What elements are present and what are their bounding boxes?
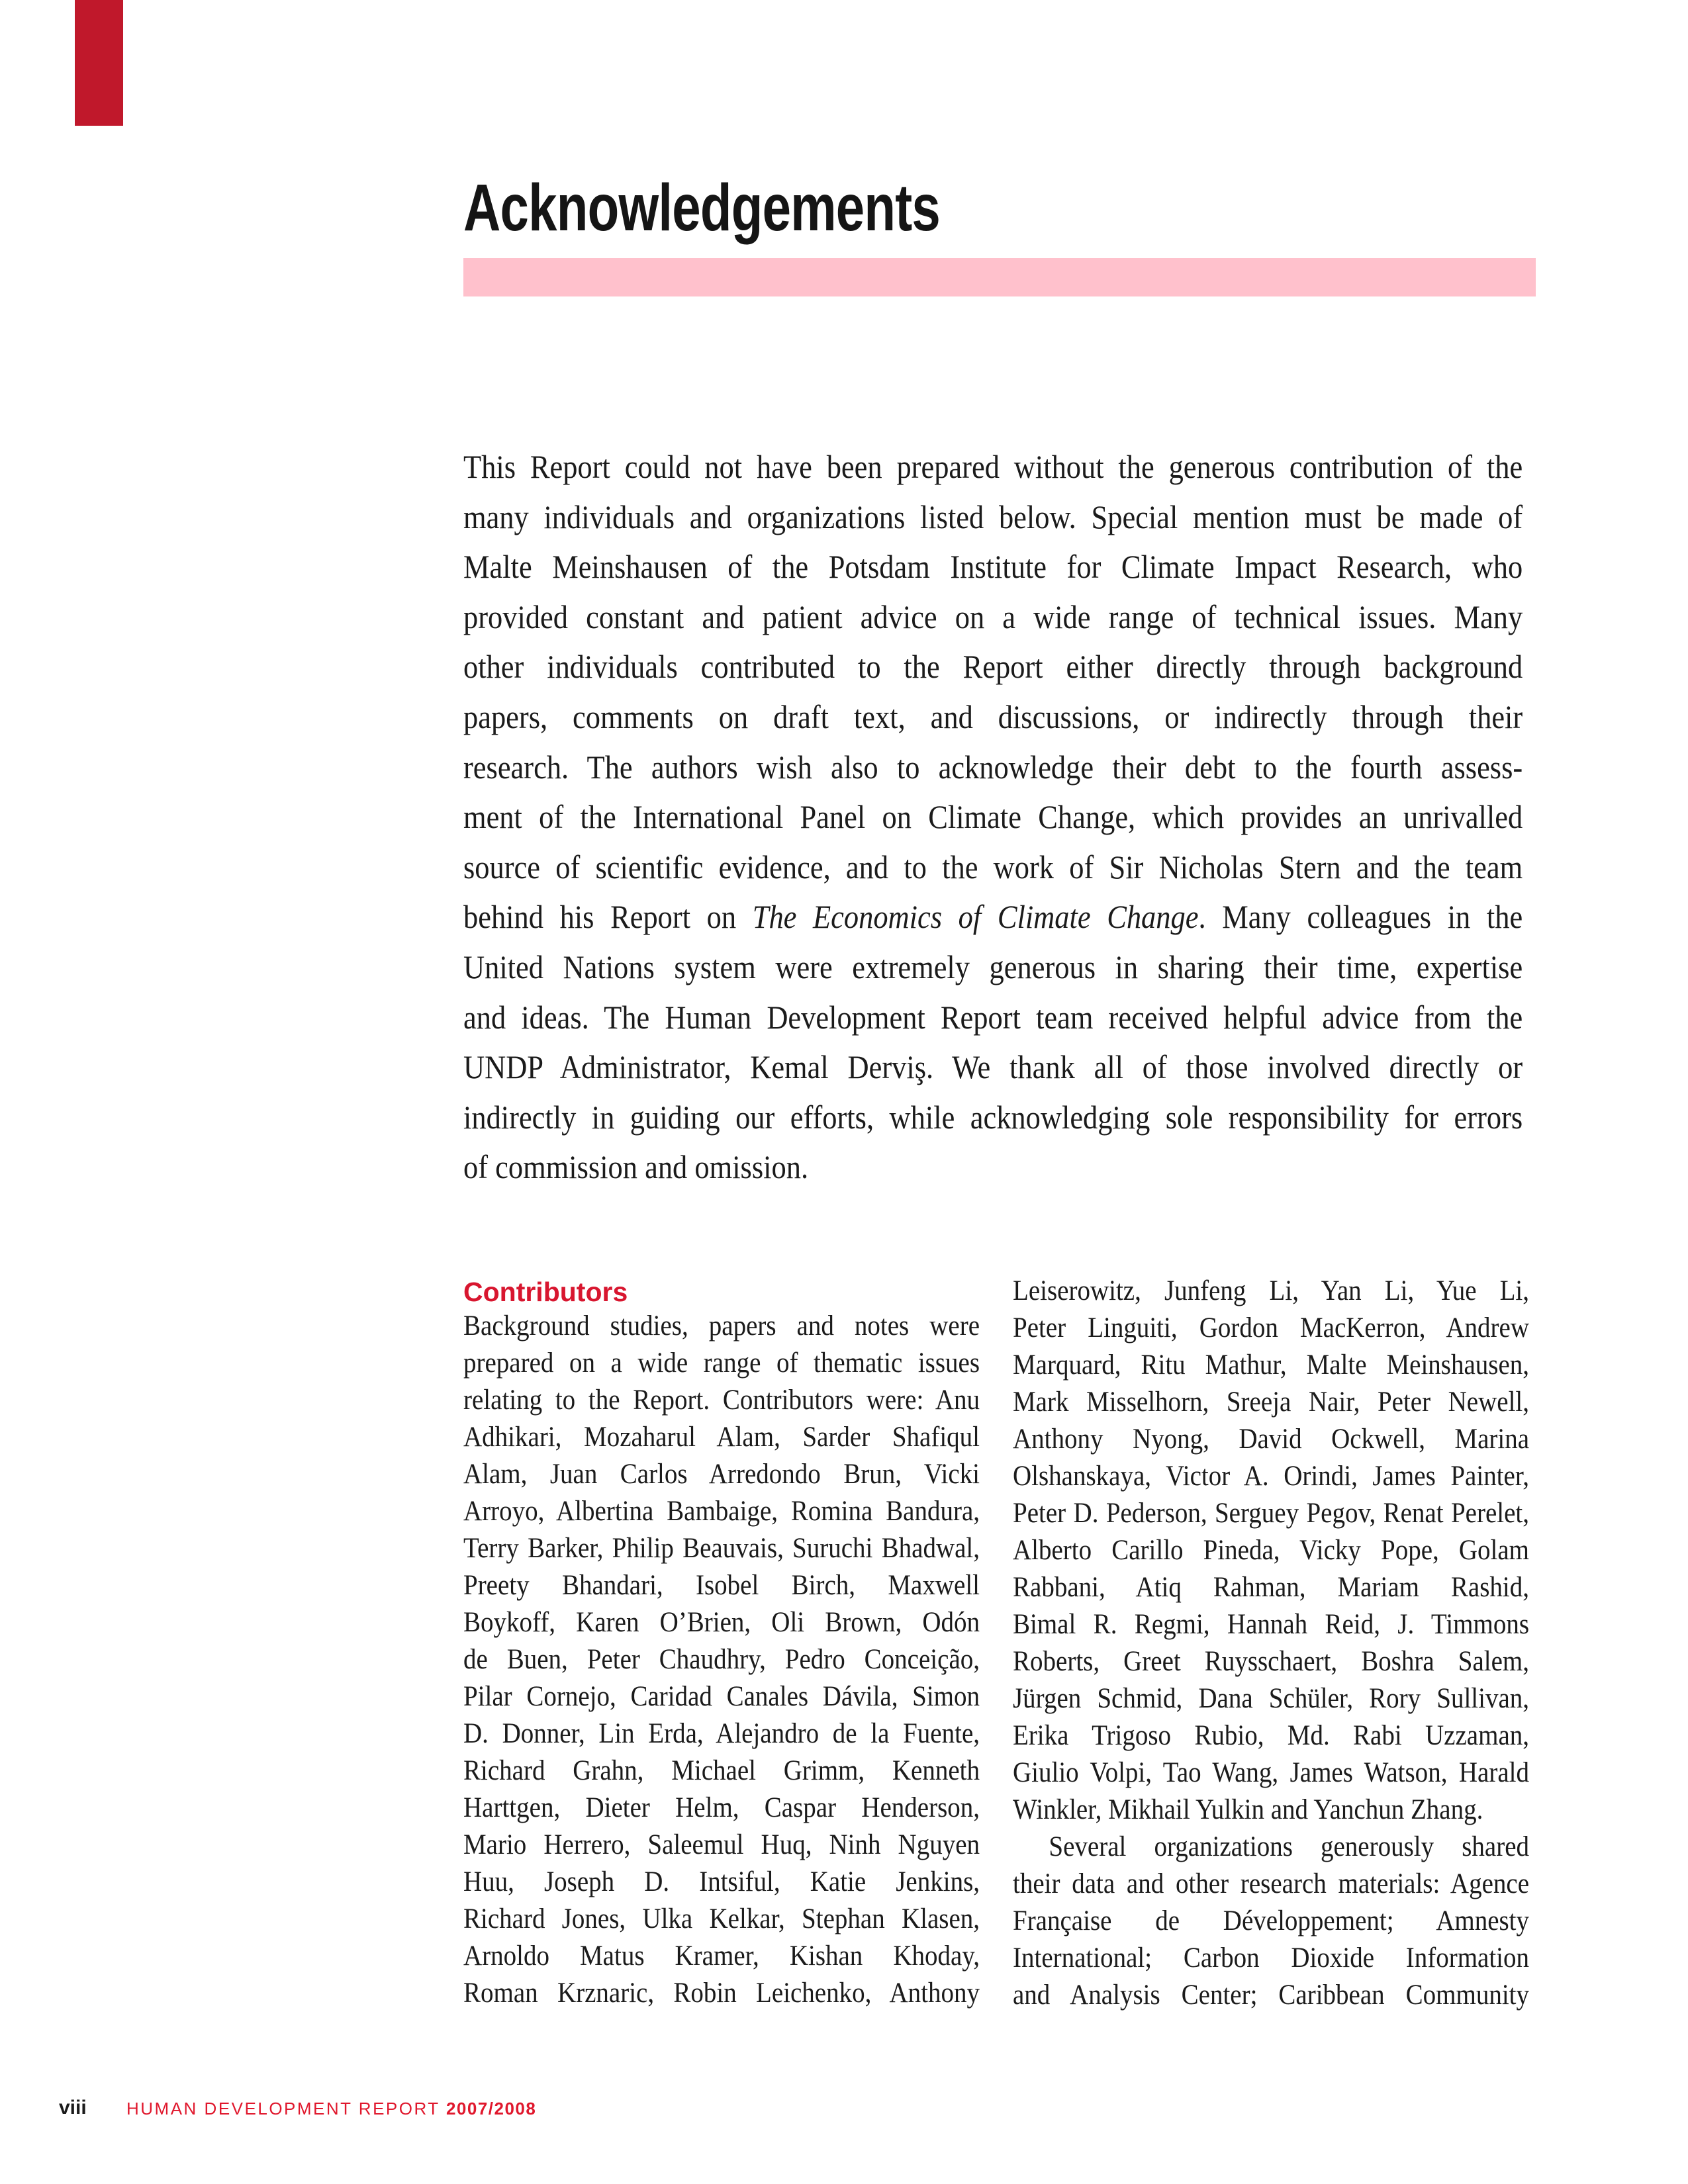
contributors-right-column (1013, 1273, 1529, 2014)
text-line: Alam, Juan Carlos Arredondo Brun, Vicki (463, 1459, 980, 1490)
text-line: Olshanskaya, Victor A. Orindi, James Painter, (1013, 1461, 1530, 1492)
text-line: Richard Grahn, Michael Grimm, Kenneth (463, 1755, 980, 1786)
text-line: Giulio Volpi, Tao Wang, James Watson, Harald (1013, 1757, 1530, 1788)
footer-report-name: HUMAN DEVELOPMENT REPORT (126, 2099, 440, 2118)
text-line: Huu, Joseph D. Intsiful, Katie Jenkins, (463, 1866, 980, 1897)
text-line: many individuals and organizations listed below. Special mention must be made of (463, 498, 1523, 535)
text-line: relating to the Report. Contributors were: Anu (463, 1385, 980, 1416)
text-line: of commission and omission. (463, 1148, 809, 1186)
text-line: Bimal R. Regmi, Hannah Reid, J. Timmons (1013, 1609, 1530, 1640)
text-line: Roman Krznaric, Robin Leichenko, Anthony (463, 1978, 980, 2009)
text-line: Roberts, Greet Ruysschaert, Boshra Salem, (1013, 1646, 1530, 1677)
text-line: indirectly in guiding our efforts, while acknowledging sole responsibility for errors (463, 1098, 1523, 1136)
text-line: Preety Bhandari, Isobel Birch, Maxwell (463, 1570, 980, 1601)
title-underline-bar (463, 258, 1536, 296)
text-line: their data and other research materials: Agence (1013, 1868, 1530, 1899)
text-line: prepared on a wide range of thematic issues (463, 1347, 980, 1379)
text-line: Mark Misselhorn, Sreeja Nair, Peter Newell, (1013, 1387, 1530, 1418)
text-line: Malte Meinshausen of the Potsdam Institute for Climate Impact Research, who (463, 548, 1523, 586)
text-line: Background studies, papers and notes were (463, 1310, 980, 1342)
text-line: behind his Report on The Economics of Climate Change. Many colleagues in the (463, 898, 1523, 936)
text-line: Peter Linguiti, Gordon MacKerron, Andrew (1013, 1312, 1530, 1343)
text-line: Erika Trigoso Rubio, Md. Rabi Uzzaman, (1013, 1720, 1530, 1751)
text-line: Adhikari, Mozaharul Alam, Sarder Shafiqul (463, 1422, 980, 1453)
contributors-heading: Contributors (463, 1277, 628, 1307)
text-line: and ideas. The Human Development Report team received helpful advice from the (463, 998, 1523, 1036)
intro-paragraph (463, 442, 1523, 1193)
contributors-left-column (463, 1308, 980, 2012)
text-line: Richard Jones, Ulka Kelkar, Stephan Klasen, (463, 1903, 980, 1934)
text-line: This Report could not have been prepared without the generous contribution of the (463, 448, 1523, 485)
corner-accent-bar (75, 0, 123, 126)
text-line: other individuals contributed to the Report either directly through background (463, 648, 1523, 686)
text-line: United Nations system were extremely generous in sharing their time, expertise (463, 948, 1523, 985)
text-line: de Buen, Peter Chaudhry, Pedro Conceição, (463, 1644, 980, 1675)
text-line: Arroyo, Albertina Bambaige, Romina Bandura, (463, 1496, 980, 1527)
text-line: International; Carbon Dioxide Information (1013, 1942, 1530, 1974)
text-line: source of scientific evidence, and to the work of Sir Nicholas Stern and the team (463, 848, 1523, 886)
text-line: Winkler, Mikhail Yulkin and Yanchun Zhang. (1013, 1794, 1483, 1825)
text-line: and Analysis Center; Caribbean Community (1013, 1979, 1530, 2011)
footer-report-line (126, 2099, 536, 2119)
page-number: viii (59, 2097, 87, 2118)
text-line: Française de Développement; Amnesty (1013, 1905, 1530, 1936)
text-line: Pilar Cornejo, Caridad Canales Dávila, Simon (463, 1681, 980, 1712)
text-line: UNDP Administrator, Kemal Derviş. We thank all of those involved directly or (463, 1048, 1523, 1086)
text-line: research. The authors wish also to acknowledge their debt to the fourth assess- (463, 748, 1523, 786)
text-line: D. Donner, Lin Erda, Alejandro de la Fuente, (463, 1718, 980, 1749)
text-line: Rabbani, Atiq Rahman, Mariam Rashid, (1013, 1572, 1530, 1603)
text-line: papers, comments on draft text, and discussions, or indirectly through their (463, 698, 1523, 735)
page-title: Acknowledgements (463, 171, 941, 245)
text-line: Arnoldo Matus Kramer, Kishan Khoday, (463, 1940, 980, 1972)
text-line: provided constant and patient advice on a wide range of technical issues. Many (463, 598, 1523, 635)
text-line: Jürgen Schmid, Dana Schüler, Rory Sullivan, (1013, 1683, 1530, 1714)
text-line: Leiserowitz, Junfeng Li, Yan Li, Yue Li, (1013, 1275, 1530, 1306)
text-line: Harttgen, Dieter Helm, Caspar Henderson, (463, 1792, 980, 1823)
text-line: Terry Barker, Philip Beauvais, Suruchi Bhadwal, (463, 1533, 980, 1564)
text-line: Several organizations generously shared (1049, 1831, 1530, 1862)
text-line: Boykoff, Karen O’Brien, Oli Brown, Odón (463, 1607, 980, 1638)
text-line: Peter D. Pederson, Serguey Pegov, Renat Perelet, (1013, 1498, 1530, 1529)
text-line: Marquard, Ritu Mathur, Malte Meinshausen, (1013, 1349, 1530, 1381)
footer-report-years: 2007/2008 (445, 2099, 537, 2118)
text-line: Alberto Carillo Pineda, Vicky Pope, Golam (1013, 1535, 1530, 1566)
text-line: ment of the International Panel on Climate Change, which provides an unrivalled (463, 798, 1523, 836)
text-line: Mario Herrero, Saleemul Huq, Ninh Nguyen (463, 1829, 980, 1860)
text-line: Anthony Nyong, David Ockwell, Marina (1013, 1424, 1530, 1455)
